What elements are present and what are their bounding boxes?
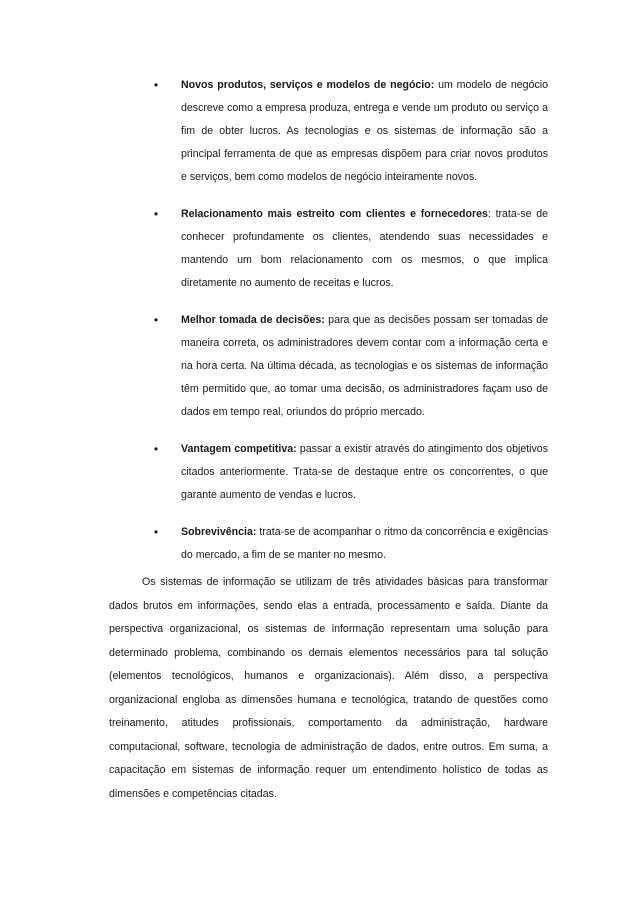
bullet-text: : trata-se de conhecer profundamente os clientes, atendendo suas necessidades e mantendo um bom relacionamento com os mesmos, o que implica diretamente no aumento de receitas e lucros.	[181, 208, 548, 289]
list-item	[150, 521, 548, 567]
list-item	[150, 203, 548, 295]
bullet-text: para que as decisões possam ser tomadas de maneira correta, os administradores devem contar com a informação certa e na hora certa. Na última década, as tecnologias e os sistemas de informação têm permitido que, ao tomar uma decisão, os administradores façam uso de dados em tempo real, oriundos do próprio mercado.	[181, 314, 548, 418]
body-paragraph: Os sistemas de informação se utilizam de três atividades básicas para transformar dados brutos em informações, sendo elas a entrada, processamento e saída. Diante da perspectiva organizacional, os sistemas de informação representam uma solução para determinado problema, combinando os demais elementos necessários para tal solução (elementos tecnológicos, humanos e organizacionais). Além disso, a perspectiva organizacional engloba as dimensões humana e tecnológica, tratando de questões como treinamento, atitudes profissionais, comportamento da administração, hardware computacional, software, tecnologia de administração de dados, entre outros. Em suma, a capacitação em sistemas de informação requer um entendimento holístico de todas as dimensões e competências citadas.	[109, 576, 548, 800]
bullet-text: trata-se de acompanhar o ritmo da concorrência e exigências do mercado, a fim de se manter no mesmo.	[181, 526, 548, 561]
list-item	[150, 438, 548, 507]
list-item	[150, 74, 548, 189]
bullet-term: Relacionamento mais estreito com clientes e fornecedores	[181, 208, 488, 220]
bullet-term: Novos produtos, serviços e modelos de negócio:	[181, 79, 435, 91]
bullet-icon: •	[153, 78, 159, 92]
bullet-icon: •	[153, 207, 159, 221]
bullet-icon: •	[153, 442, 159, 456]
list-item	[150, 309, 548, 424]
bullet-term: Melhor tomada de decisões:	[181, 314, 325, 326]
bullet-list	[150, 74, 548, 581]
bullet-text: passar a existir através do atingimento dos objetivos citados anteriormente. Trata-se de destaque entre os concorrentes, o que garante aumento de vendas e lucros.	[181, 443, 548, 501]
bullet-icon: •	[153, 313, 159, 327]
bullet-term: Sobrevivência:	[181, 526, 257, 538]
bullet-icon: •	[153, 525, 159, 539]
bullet-text: um modelo de negócio descreve como a empresa produza, entrega e vende um produto ou serviço a fim de obter lucros. As tecnologias e os sistemas de informação são a principal ferramenta de que as empresas dispõem para criar novos produtos e serviços, bem como modelos de negócio inteiramente novos.	[181, 79, 548, 183]
bullet-term: Vantagem competitiva:	[181, 443, 297, 455]
